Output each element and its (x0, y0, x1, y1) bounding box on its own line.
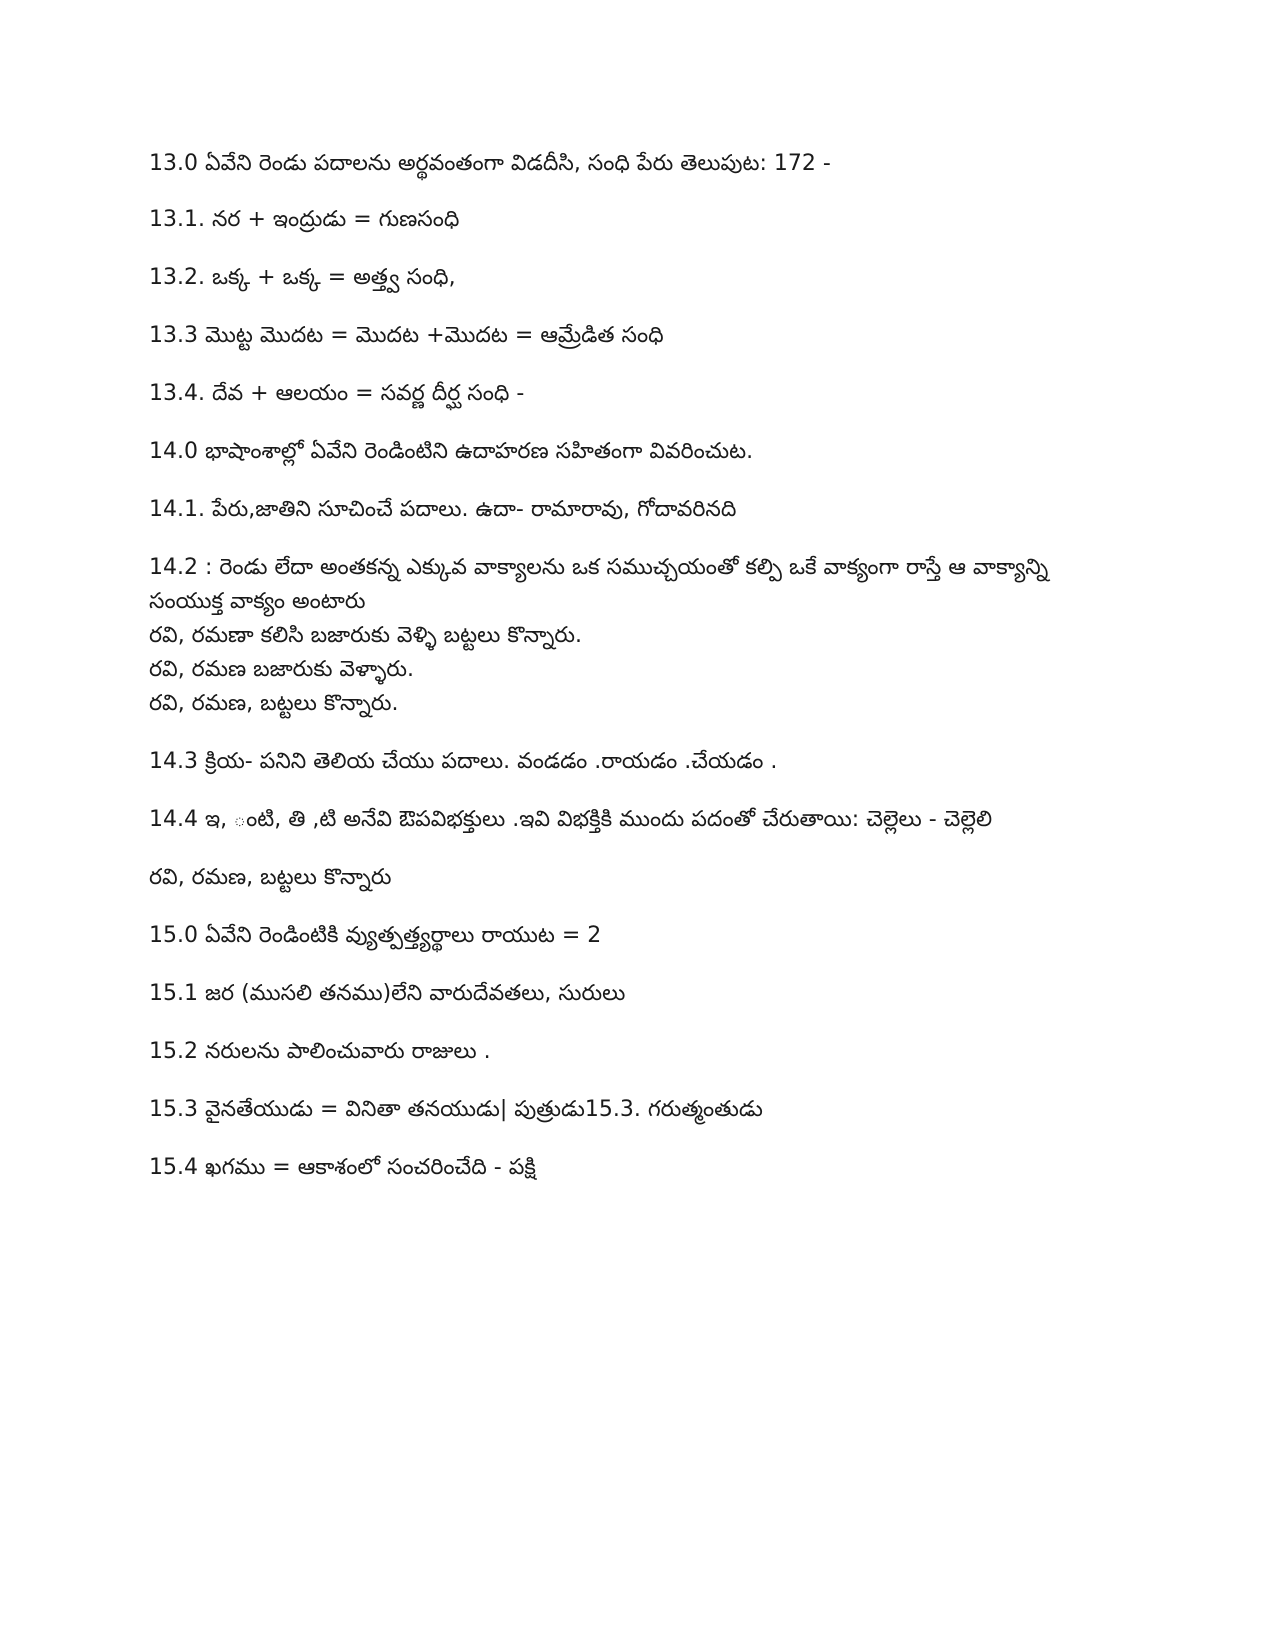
answer-13-3: 13.3 మొట్ట మొదట = మొదట +మొదట = ఆమ్రేడిత సంధి (149, 323, 664, 348)
answer-14-2-example-2: రవి, రమణ బజారుకు వెళ్ళారు. (149, 657, 415, 682)
answer-15-3: 15.3 వైనతేయుడు = వినితా తనయుడు| పుత్రుడు15.3. గరుత్మంతుడు (149, 1097, 763, 1122)
answer-14-4: 14.4 ఇ, ంటి, తి ,టి అనేవి ఔపవిభక్తులు .ఇవి విభక్తికి ముందు పదంతో చేరుతాయి: చెల్లెలు - చెల్లెలి (149, 807, 993, 832)
answer-13-4: 13.4. దేవ + ఆలయం = సవర్ణ దీర్ఘ సంధి - (149, 381, 525, 406)
answer-15-1: 15.1 జర (ముసలి తనము)లేని వారుదేవతలు, సురులు (149, 981, 626, 1006)
answer-14-2-line-2: సంయుక్త వాక్యం అంటారు (149, 589, 366, 614)
question-14-heading: 14.0 భాషాంశాల్లో ఏవేని రెండింటిని ఉదాహరణ సహితంగా వివరించుట. (149, 439, 754, 464)
answer-15-2: 15.2 నరులను పాలించువారు రాజులు . (149, 1039, 491, 1064)
answer-15-4: 15.4 ఖగము = ఆకాశంలో సంచరించేది - పక్షి (149, 1155, 536, 1180)
question-15-heading: 15.0 ఏవేని రెండింటికి వ్యుత్పత్త్యర్థాలు రాయుట = 2 (149, 923, 602, 948)
answer-14-4-example: రవి, రమణ, బట్టలు కొన్నారు (149, 865, 392, 890)
answer-14-2-example-1: రవి, రమణా కలిసి బజారుకు వెళ్ళి బట్టలు కొన్నారు. (149, 623, 583, 648)
answer-13-2: 13.2. ఒక్క + ఒక్క = అత్త్వ సంధి, (149, 265, 456, 290)
answer-13-1: 13.1. నర + ఇంద్రుడు = గుణసంధి (149, 207, 460, 232)
question-13-heading: 13.0 ఏవేని రెండు పదాలను అర్థవంతంగా విడదీసి, సంధి పేరు తెలుపుట: 172 - (149, 151, 831, 176)
answer-14-2-line-1: 14.2 : రెండు లేదా అంతకన్న ఎక్కువ వాక్యాలను ఒక సముచ్చయంతో కల్పి ఒకే వాక్యంగా రాస్తే ఆ వాక్యాన్ని (149, 555, 1049, 580)
answer-14-2-example-3: రవి, రమణ, బట్టలు కొన్నారు. (149, 691, 399, 716)
answer-14-1: 14.1. పేరు,జాతిని సూచించే పదాలు. ఉదా- రామారావు, గోదావరినది (149, 497, 737, 522)
answer-14-3: 14.3 క్రియ- పనిని తెలియ చేయు పదాలు. వండడం .రాయడం .చేయడం . (149, 749, 778, 774)
